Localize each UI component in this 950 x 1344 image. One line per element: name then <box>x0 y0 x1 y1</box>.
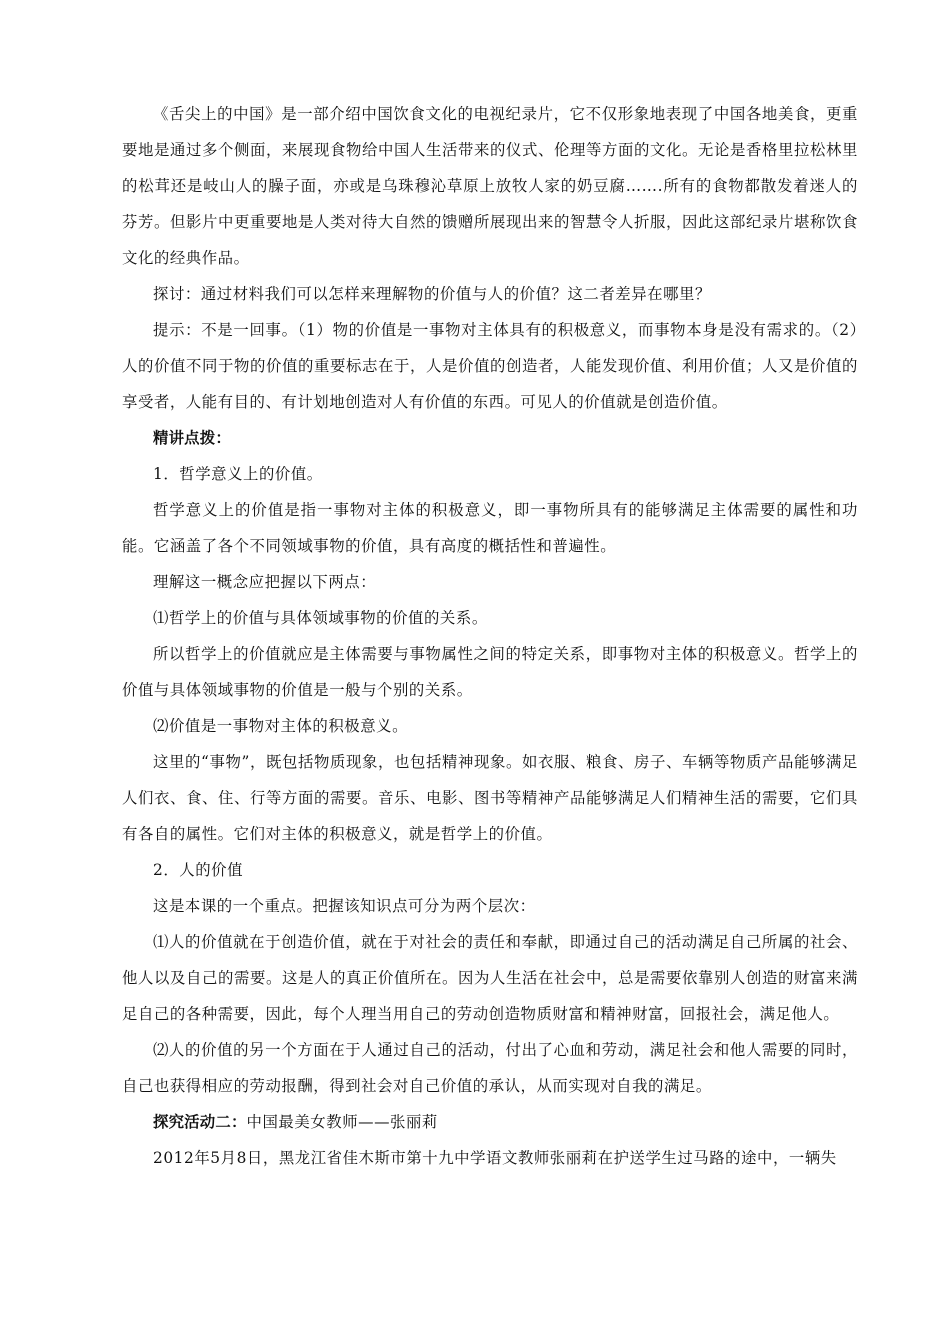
activity-heading-label: 探究活动二： <box>153 1113 247 1131</box>
point-2-sub-1: ⑴人的价值就在于创造价值，就在于对社会的责任和奉献，即通过自己的活动满足自己所属的社会、他人以及自己的需要。这是人的真正价值所在。因为人生活在社会中，总是需要依靠别人创造的财富来满足自己的各种需要，因此，每个人理当用自己的劳动创造物质财富和精神财富，回报社会，满足他人。 <box>122 933 858 1023</box>
discussion-question: 探讨：通过材料我们可以怎样来理解物的价值与人的价值？这二者差异在哪里？ <box>153 285 711 303</box>
point-1-sub-2-title: ⑵价值是一事物对主体的积极意义。 <box>153 717 409 735</box>
point-2-intro: 这是本课的一个重点。把握该知识点可分为两个层次： <box>153 897 536 915</box>
point-1-title: 1．哲学意义上的价值。 <box>153 465 323 483</box>
point-1-sub-1-body: 所以哲学上的价值就应是主体需要与事物属性之间的特定关系，即事物对主体的积极意义。哲学上的价值与具体领域事物的价值是一般与个别的关系。 <box>122 645 858 699</box>
point-1-definition: 哲学意义上的价值是指一事物对主体的积极意义，即一事物所具有的能够满足主体需要的属性和功能。它涵盖了各个不同领域事物的价值，具有高度的概括性和普遍性。 <box>122 501 858 555</box>
section-heading-label: 精讲点拨： <box>153 429 231 447</box>
section-heading-activity-2 <box>122 1104 858 1140</box>
point-1-sub-1-title: ⑴哲学上的价值与具体领域事物的价值的关系。 <box>153 609 488 627</box>
point-1-intro: 理解这一概念应把握以下两点： <box>153 573 377 591</box>
activity-heading-text: 中国最美女教师——张丽莉 <box>246 1113 438 1131</box>
intro-paragraph: 《舌尖上的中国》是一部介绍中国饮食文化的电视纪录片，它不仅形象地表现了中国各地美食，更重要地是通过多个侧面，来展现食物给中国人生活带来的仪式、伦理等方面的文化。无论是香格里拉松林里的松茸还是岐山人的臊子面，亦或是乌珠穆沁草原上放牧人家的奶豆腐…….所有的食物都散发着迷人的芬芳。但影片中更重要地是人类对待大自然的馈赠所展现出来的智慧令人折服，因此这部纪录片堪称饮食文化的经典作品。 <box>122 105 858 267</box>
point-1-sub-2-body: 这里的“事物”，既包括物质现象，也包括精神现象。如衣服、粮食、房子、车辆等物质产品能够满足人们衣、食、住、行等方面的需要。音乐、电影、图书等精神产品能够满足人们精神生活的需要，它们具有各自的属性。它们对主体的积极意义，就是哲学上的价值。 <box>122 753 858 843</box>
point-2-title: 2．人的价值 <box>153 861 244 879</box>
hint-paragraph: 提示：不是一回事。（1）物的价值是一事物对主体具有的积极意义，而事物本身是没有需求的。（2）人的价值不同于物的价值的重要标志在于，人是价值的创造者，人能发现价值、利用价值；人又是价值的享受者，人能有目的、有计划地创造对人有价值的东西。可见人的价值就是创造价值。 <box>122 321 858 411</box>
section-heading-key-points <box>122 420 858 456</box>
point-2-sub-2: ⑵人的价值的另一个方面在于人通过自己的活动，付出了心血和劳动，满足社会和他人需要的同时，自己也获得相应的劳动报酬，得到社会对自己价值的承认，从而实现对自我的满足。 <box>122 1041 858 1095</box>
activity-2-body: 2012年5月8日，黑龙江省佳木斯市第十九中学语文教师张丽莉在护送学生过马路的途中，一辆失 <box>153 1149 837 1167</box>
